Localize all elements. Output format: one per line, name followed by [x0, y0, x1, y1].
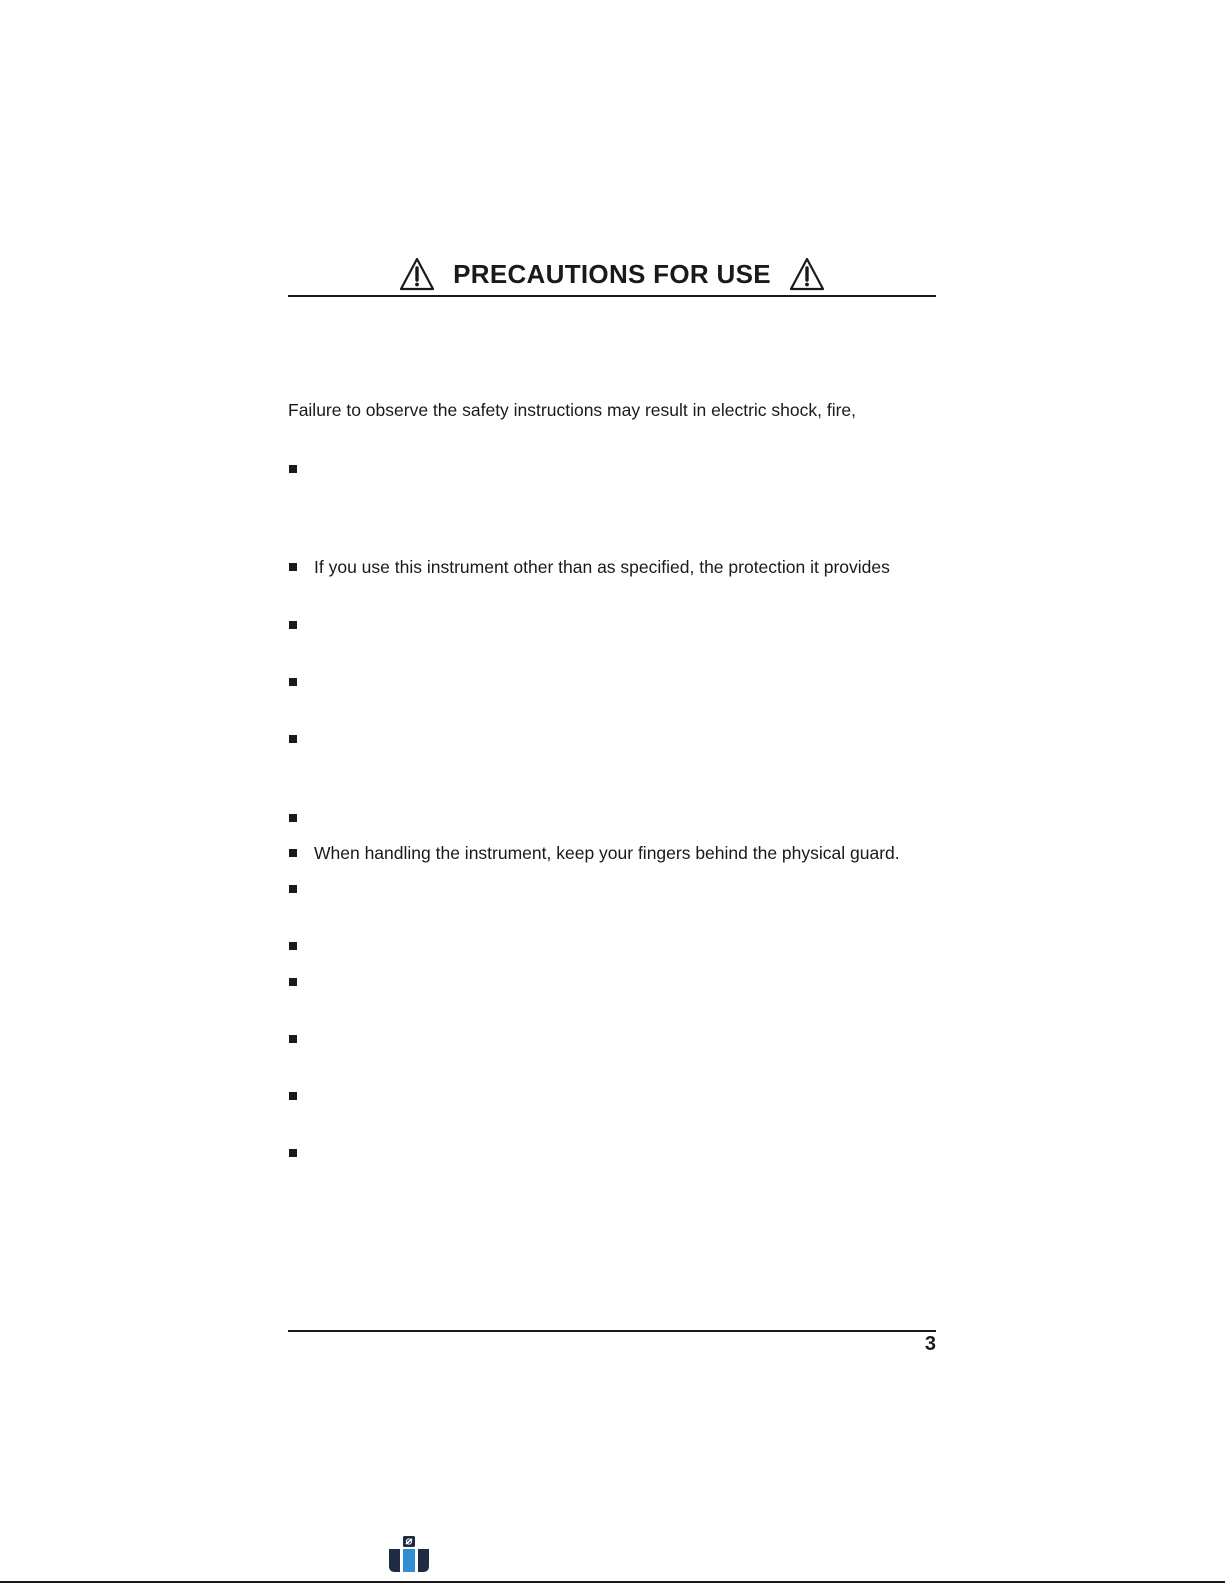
list-item [288, 807, 936, 829]
bullet-square-icon [289, 1035, 297, 1043]
intro-paragraph: Failure to observe the safety instructions may result in electric shock, fire, [288, 400, 857, 420]
heading-divider [288, 295, 936, 297]
list-item [288, 842, 936, 864]
list-item [288, 1085, 936, 1107]
list-item-text: If you use this instrument other than as specified, the protection it provides [314, 557, 890, 577]
list-item [288, 556, 936, 578]
page-bottom-edge [0, 1581, 1225, 1583]
page-number: 3 [924, 1333, 936, 1355]
list-item-text: When handling the instrument, keep your fingers behind the physical guard. [314, 843, 900, 863]
page-heading [288, 252, 936, 296]
warning-triangle-icon [789, 257, 825, 291]
list-item [288, 614, 936, 636]
bullet-square-icon [289, 885, 297, 893]
list-item [288, 728, 936, 750]
list-item [288, 1028, 936, 1050]
brand-logo [388, 1536, 432, 1574]
bullet-square-icon [289, 978, 297, 986]
list-item [288, 671, 936, 693]
bullet-square-icon [289, 621, 297, 629]
list-item [288, 878, 936, 900]
list-item [288, 935, 936, 957]
bullet-square-icon [289, 942, 297, 950]
bullet-square-icon [289, 1092, 297, 1100]
bullet-square-icon [289, 563, 297, 571]
list-item [288, 458, 936, 480]
bullet-square-icon [289, 814, 297, 822]
list-item [288, 971, 936, 993]
bullet-square-icon [289, 465, 297, 473]
bullet-square-icon [289, 678, 297, 686]
warning-triangle-icon [399, 257, 435, 291]
bullet-square-icon [289, 1149, 297, 1157]
bullet-square-icon [289, 849, 297, 857]
list-item [288, 1142, 936, 1164]
page-title: PRECAUTIONS FOR USE [453, 258, 771, 289]
bullet-square-icon [289, 735, 297, 743]
footer-divider [288, 1330, 936, 1332]
